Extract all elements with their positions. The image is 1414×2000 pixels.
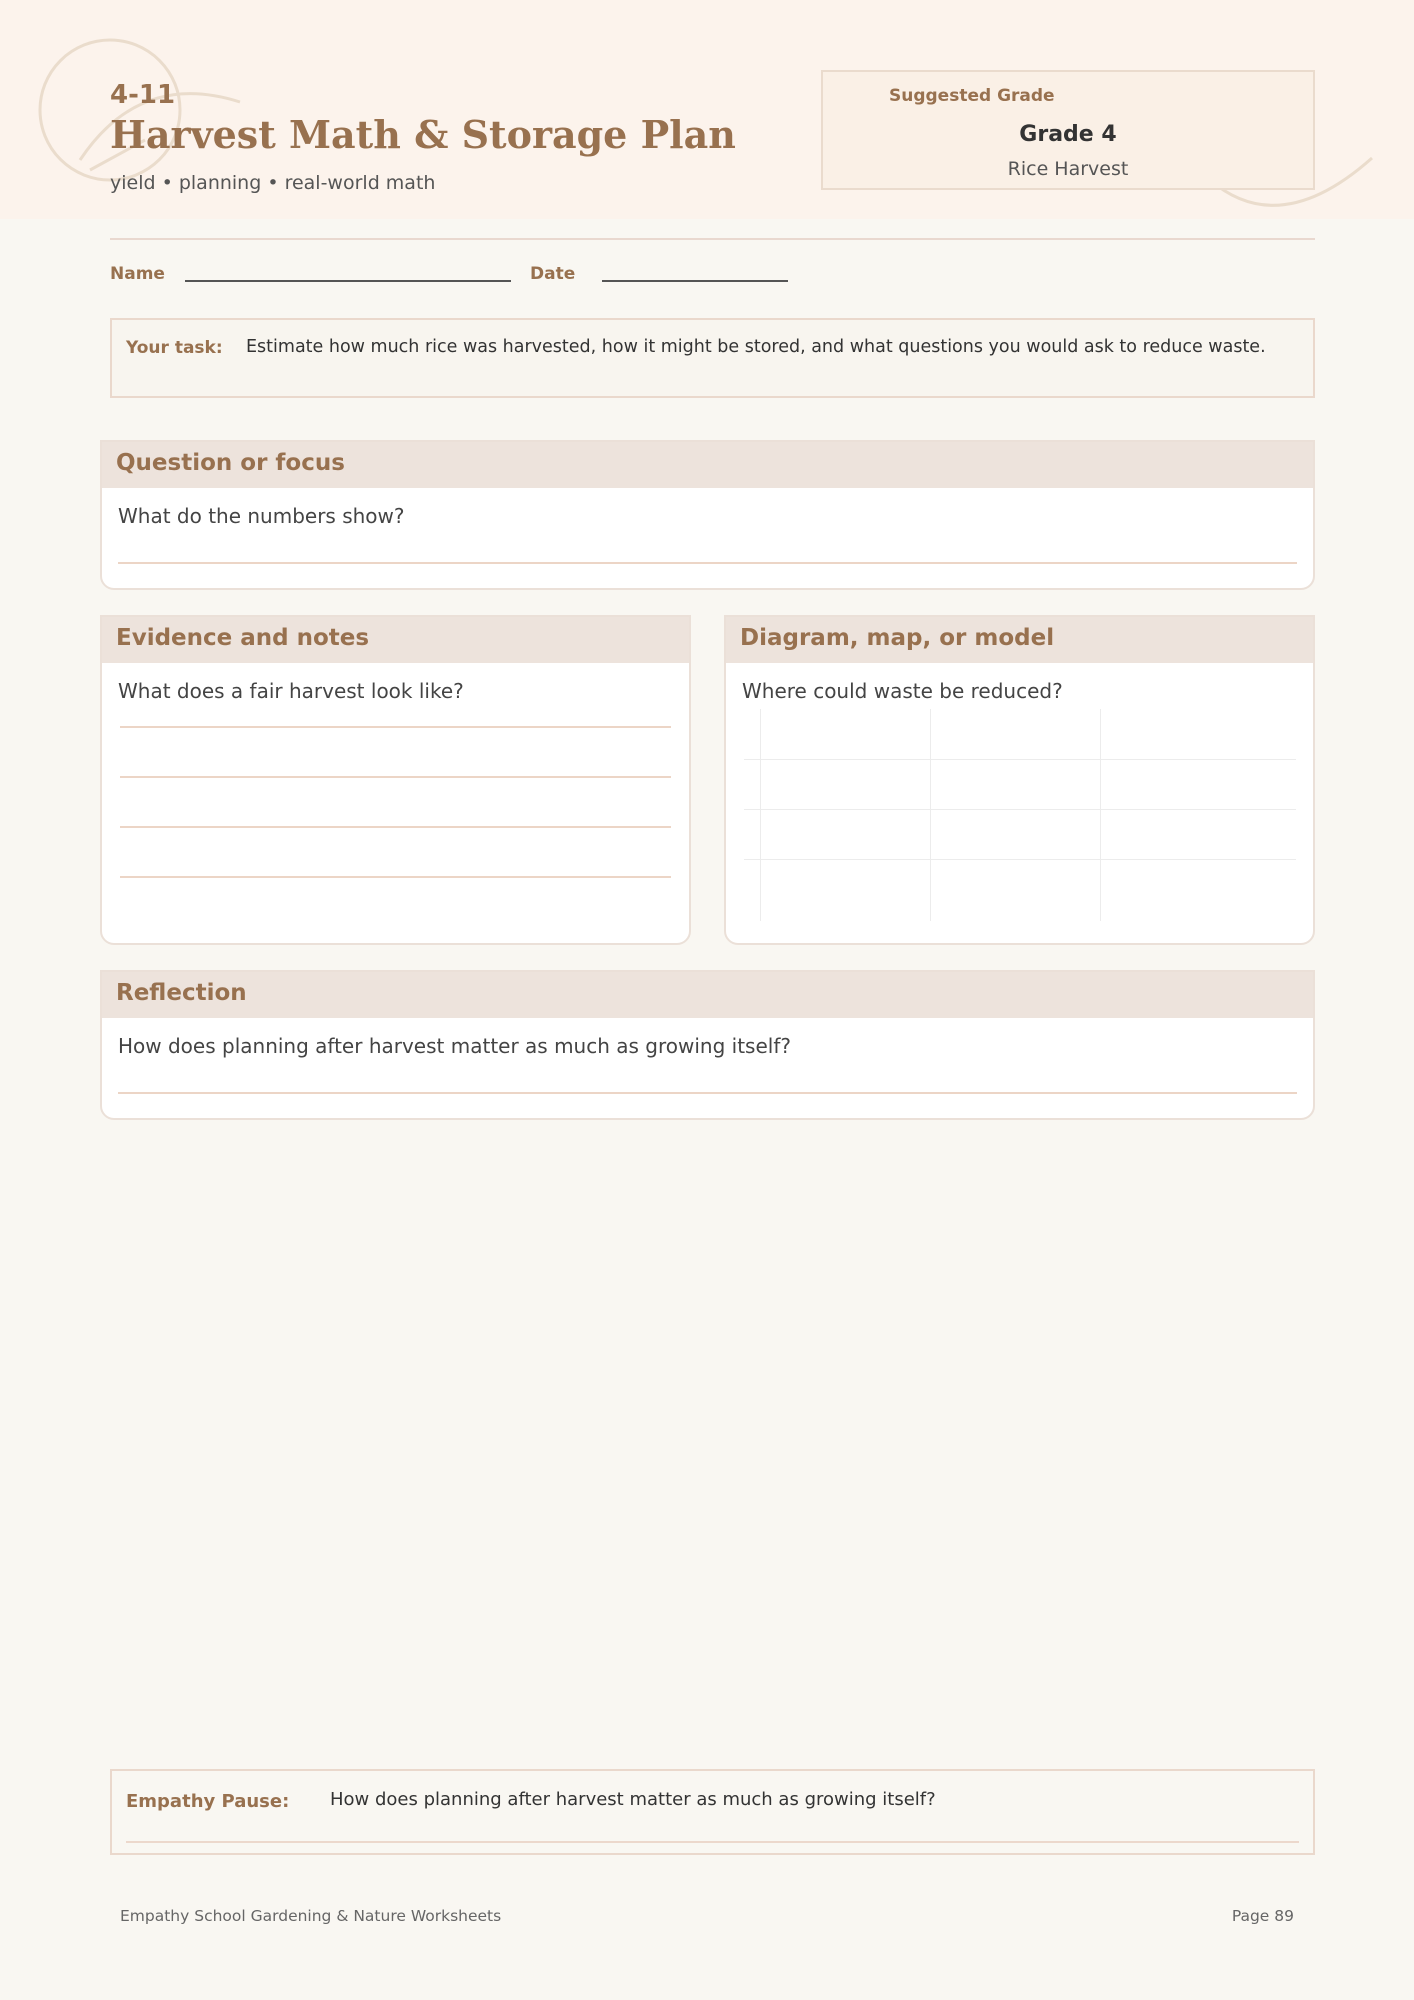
decorative-circles-left [30,30,250,190]
reflection-heading: Reflection [102,972,1313,1018]
date-label: Date [530,264,576,284]
footer-title: Empathy School Gardening & Nature Worksheets [120,1907,502,1925]
page-subtitle: yield • planning • real-world math [110,172,436,194]
diagram-heading: Diagram, map, or model [726,617,1313,663]
evidence-line-1[interactable] [120,726,671,728]
reflection-card [100,970,1315,1120]
focus-answer-line[interactable] [118,562,1297,564]
focus-card [100,440,1315,590]
grade-value: Grade 4 [1019,122,1117,147]
name-date-row [110,262,1010,286]
reflection-answer-line[interactable] [118,1092,1297,1094]
empathy-label: Empathy Pause: [126,1791,290,1812]
lesson-code: 4-11 [110,80,176,110]
evidence-heading: Evidence and notes [102,617,689,663]
reflection-prompt: How does planning after harvest matter as much as growing itself? [118,1034,791,1058]
page-number: Page 89 [1231,1907,1294,1925]
focus-prompt: What do the numbers show? [118,504,405,528]
grid-line [744,759,1296,760]
grid-line [1100,709,1101,921]
evidence-prompt: What does a fair harvest look like? [118,679,464,703]
evidence-line-3[interactable] [120,826,671,828]
page-title: Harvest Math & Storage Plan [110,112,736,157]
evidence-line-4[interactable] [120,876,671,878]
grade-topic: Rice Harvest [1007,158,1129,180]
diagram-grid[interactable] [744,709,1296,921]
name-label: Name [110,264,165,284]
grid-line [744,809,1296,810]
diagram-card [724,615,1315,945]
task-text: Estimate how much rice was harvested, how it might be stored, and what questions you would ask to reduce waste. [246,337,1266,357]
grid-line [760,709,761,921]
focus-heading: Question or focus [102,442,1313,488]
diagram-prompt: Where could waste be reduced? [742,679,1063,703]
task-label: Your task: [126,338,223,358]
task-box [110,318,1315,398]
grid-line [930,709,931,921]
evidence-card [100,615,691,945]
empathy-pause-box [110,1769,1315,1855]
header-divider [110,238,1315,240]
suggested-grade-box [821,70,1315,190]
grade-label: Suggested Grade [889,86,1055,106]
name-field[interactable] [185,280,511,282]
grid-line [744,859,1296,860]
evidence-line-2[interactable] [120,776,671,778]
empathy-text: How does planning after harvest matter as much as growing itself? [330,1789,936,1810]
date-field[interactable] [602,280,788,282]
empathy-answer-line[interactable] [126,1841,1299,1843]
